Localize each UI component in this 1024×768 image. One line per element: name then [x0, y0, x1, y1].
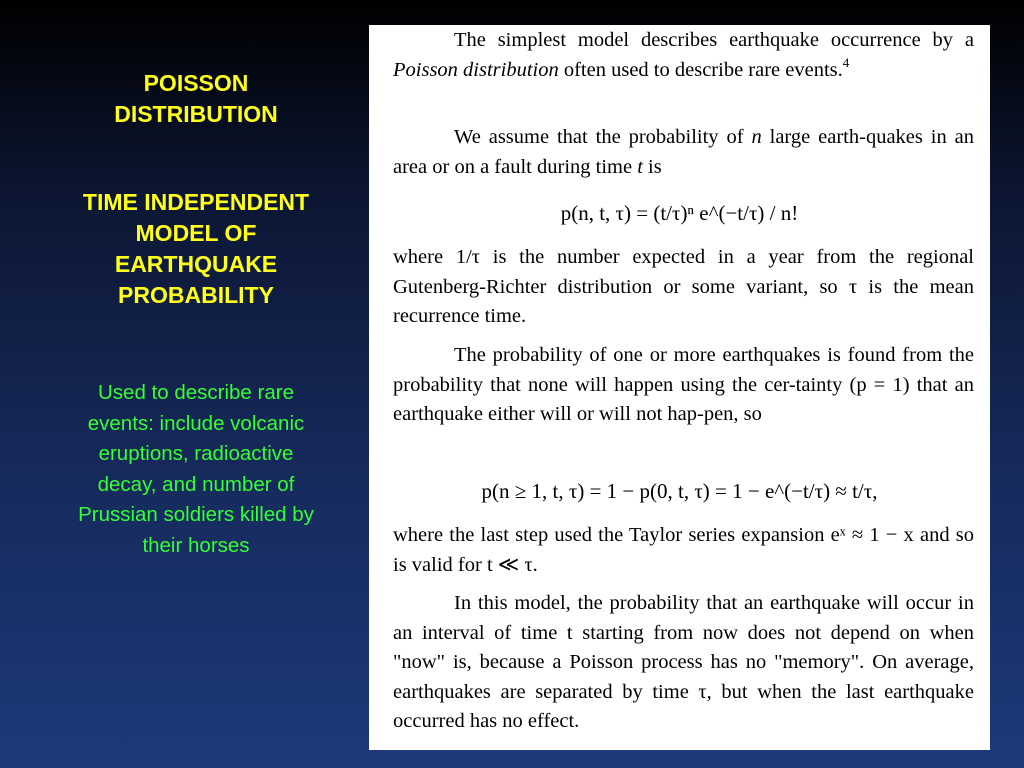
variable-t: t	[637, 155, 643, 178]
heading-line: TIME INDEPENDENT	[82, 189, 310, 215]
paragraph-assumption	[393, 123, 974, 182]
heading-line: PROBABILITY	[118, 282, 274, 308]
text-segment: is	[648, 155, 662, 178]
description	[40, 378, 352, 561]
text-segment: large earth-quakes in an area or on a fault during time	[393, 126, 974, 178]
text-segment: The simplest model describes earthquake occurrence by a	[454, 29, 974, 51]
description-line: Used to describe rare	[98, 381, 294, 404]
heading-line: DISTRIBUTION	[114, 101, 278, 127]
italic-term: Poisson distribution	[393, 58, 559, 81]
footnote-ref: 4	[842, 54, 850, 70]
description-line: eruptions, radioactive	[98, 442, 294, 465]
paragraph-intro	[393, 26, 974, 85]
paragraph-probability: The probability of one or more earthquakes is found from the probability that none will happen using the cer-tainty (p = 1) that an earthquake either will or will not hap-pen, so	[393, 344, 974, 425]
description-line: events: include volcanic	[87, 411, 305, 435]
textbook-excerpt	[369, 25, 990, 750]
heading-line: EARTHQUAKE	[114, 251, 278, 277]
paragraph-taylor: where the last step used the Taylor series expansion eˣ ≈ 1 − x and so is valid for t ≪ τ.	[393, 524, 974, 576]
left-column	[40, 68, 352, 582]
heading-line: MODEL OF	[135, 220, 257, 246]
equation-poisson: p(n, t, τ) = (t/τ)ⁿ e^(−t/τ) / n!	[560, 201, 799, 225]
description-line: their horses	[142, 533, 250, 557]
heading-line: POISSON	[143, 70, 249, 96]
variable-n: n	[751, 126, 762, 148]
paragraph-recurrence: where 1/τ is the number expected in a year from the regional Gutenberg-Richter distribution or some variant, so τ is the mean recurrence time.	[393, 246, 974, 327]
paragraph-memoryless: In this model, the probability that an earthquake will occur in an interval of time t starting from now does not depend on when "now" is, because a Poisson process has no "memory". On average, earthquakes are separated by time τ, but when the last earthquake occurred has no effect.	[393, 592, 974, 732]
equation-probability: p(n ≥ 1, t, τ) = 1 − p(0, t, τ) = 1 − e^(−t/τ) ≈ t/τ,	[481, 479, 878, 503]
text-segment: We assume that the probability of	[454, 126, 744, 148]
heading-time-independent-model	[40, 187, 352, 311]
description-line: Prussian soldiers killed by	[78, 503, 314, 526]
text-segment: often used to describe rare events.	[563, 58, 843, 81]
description-line: decay, and number of	[97, 472, 295, 496]
heading-poisson-distribution	[40, 68, 352, 130]
